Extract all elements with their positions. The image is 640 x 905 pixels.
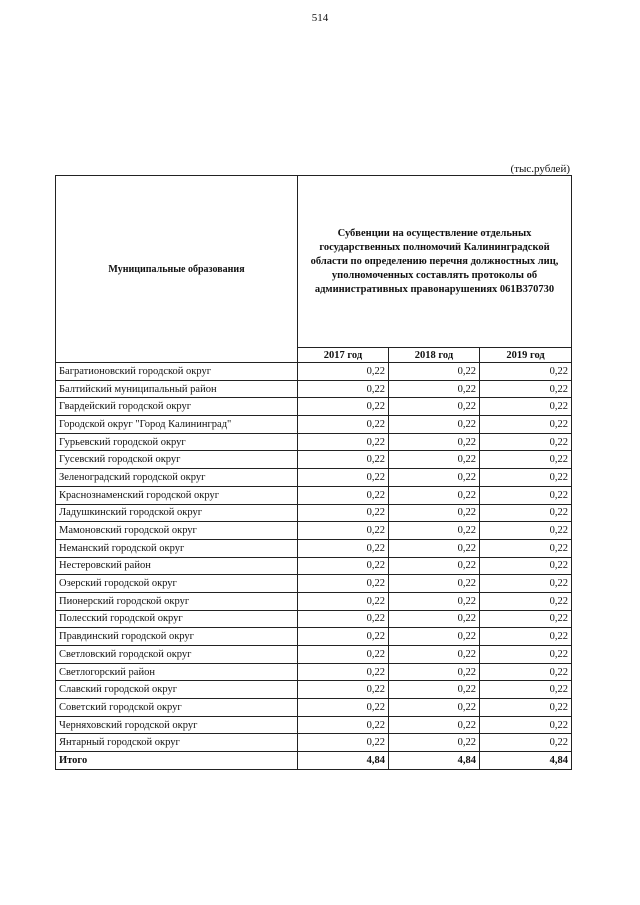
subsidy-value: 0,22 [389,646,480,664]
subsidy-value: 0,22 [389,575,480,593]
table-body [56,363,572,770]
municipality-name: Озерский городской округ [56,575,298,593]
subsidy-value: 0,22 [298,610,389,628]
table-row [56,539,572,557]
total-value: 4,84 [480,752,572,770]
subsidy-value: 0,22 [480,433,572,451]
subsidy-value: 0,22 [298,416,389,434]
subsidy-value: 0,22 [389,398,480,416]
municipality-header: Муниципальные образования [56,176,298,363]
units-label: (тыс.рублей) [510,163,570,175]
subsidy-value: 0,22 [480,416,572,434]
municipality-name: Багратионовский городской округ [56,363,298,381]
total-value: 4,84 [389,752,480,770]
subsidy-value: 0,22 [298,646,389,664]
table-row [56,575,572,593]
municipality-name: Гвардейский городской округ [56,398,298,416]
page-number: 514 [311,12,329,24]
table-row [56,663,572,681]
table-row [56,380,572,398]
table-row [56,716,572,734]
table-row [56,734,572,752]
subsidy-value: 0,22 [480,504,572,522]
subsidy-value: 0,22 [389,469,480,487]
municipality-name: Гусевский городской округ [56,451,298,469]
table-row [56,522,572,540]
table-row [56,681,572,699]
municipality-name: Нестеровский район [56,557,298,575]
subsidy-value: 0,22 [298,557,389,575]
municipality-name: Славский городской округ [56,681,298,699]
subsidy-value: 0,22 [389,539,480,557]
subsidy-value: 0,22 [389,522,480,540]
table-row [56,469,572,487]
subsidy-value: 0,22 [389,663,480,681]
subsidy-value: 0,22 [480,699,572,717]
subsidy-value: 0,22 [480,628,572,646]
subsidy-value: 0,22 [480,451,572,469]
subsidy-value: 0,22 [298,398,389,416]
subsidy-value: 0,22 [480,716,572,734]
total-label: Итого [56,752,298,770]
municipality-name: Неманский городской округ [56,539,298,557]
subsidy-value: 0,22 [389,363,480,381]
subsidy-value: 0,22 [298,504,389,522]
subsidy-value: 0,22 [389,592,480,610]
table-row [56,398,572,416]
municipality-name: Советский городской округ [56,699,298,717]
subsidy-value: 0,22 [389,433,480,451]
subsidy-value: 0,22 [298,699,389,717]
table-row [56,592,572,610]
subsidy-value: 0,22 [298,522,389,540]
subsidy-value: 0,22 [480,363,572,381]
subsidy-value: 0,22 [480,592,572,610]
table-row [56,363,572,381]
subsidy-value: 0,22 [480,646,572,664]
table-row [56,699,572,717]
subsidy-value: 0,22 [480,398,572,416]
table-row [56,610,572,628]
municipality-name: Балтийский муниципальный район [56,380,298,398]
subsidy-value: 0,22 [389,416,480,434]
subsidy-value: 0,22 [480,557,572,575]
subsidy-value: 0,22 [389,380,480,398]
subsidy-value: 0,22 [298,469,389,487]
subsidy-value: 0,22 [480,663,572,681]
municipality-name: Правдинский городской округ [56,628,298,646]
municipality-name: Ладушкинский городской округ [56,504,298,522]
subsidy-value: 0,22 [389,504,480,522]
subsidy-value: 0,22 [480,575,572,593]
municipality-name: Мамоновский городской округ [56,522,298,540]
subsidy-value: 0,22 [480,486,572,504]
municipality-name: Городской округ "Город Калининград" [56,416,298,434]
subsidy-value: 0,22 [389,628,480,646]
total-row [56,752,572,770]
subsidy-description-header: Субвенции на осуществление отдельных государственных полномочий Калининградской области по определению перечня должностных лиц, уполномоченных составлять протоколы об административных правонарушениях 061В370730 [298,176,572,348]
table-row [56,451,572,469]
subsidy-value: 0,22 [298,628,389,646]
subsidy-value: 0,22 [480,539,572,557]
year-header: 2019 год [480,348,572,363]
table-row [56,646,572,664]
subsidy-value: 0,22 [480,380,572,398]
subsidy-value: 0,22 [389,610,480,628]
subsidy-value: 0,22 [389,557,480,575]
year-header: 2018 год [389,348,480,363]
subsidy-value: 0,22 [389,699,480,717]
table-row [56,486,572,504]
municipality-name: Светловский городской округ [56,646,298,664]
subsidy-value: 0,22 [298,380,389,398]
subsidy-value: 0,22 [298,433,389,451]
table-row [56,557,572,575]
subsidy-value: 0,22 [298,716,389,734]
subsidy-value: 0,22 [389,716,480,734]
subsidy-value: 0,22 [480,469,572,487]
municipality-name: Янтарный городской округ [56,734,298,752]
subsidy-value: 0,22 [298,451,389,469]
total-value: 4,84 [298,752,389,770]
subsidy-value: 0,22 [298,734,389,752]
subsidy-value: 0,22 [298,575,389,593]
subsidy-value: 0,22 [298,663,389,681]
table-row [56,433,572,451]
municipality-name: Черняховский городской округ [56,716,298,734]
subsidy-value: 0,22 [389,486,480,504]
subsidy-value: 0,22 [298,539,389,557]
municipality-name: Зеленоградский городской округ [56,469,298,487]
subsidy-value: 0,22 [480,734,572,752]
subsidy-value: 0,22 [389,451,480,469]
municipality-name: Гурьевский городской округ [56,433,298,451]
subsidy-value: 0,22 [389,681,480,699]
subsidy-value: 0,22 [298,681,389,699]
subsidy-table [55,175,572,770]
subsidy-value: 0,22 [480,522,572,540]
table-row [56,504,572,522]
subsidy-value: 0,22 [480,681,572,699]
subsidy-value: 0,22 [298,592,389,610]
subsidy-value: 0,22 [480,610,572,628]
subsidy-value: 0,22 [389,734,480,752]
year-header: 2017 год [298,348,389,363]
table-row [56,416,572,434]
table-row [56,628,572,646]
subsidy-value: 0,22 [298,486,389,504]
municipality-name: Светлогорский район [56,663,298,681]
subsidy-value: 0,22 [298,363,389,381]
municipality-name: Пионерский городской округ [56,592,298,610]
municipality-name: Краснознаменский городской округ [56,486,298,504]
municipality-name: Полесский городской округ [56,610,298,628]
